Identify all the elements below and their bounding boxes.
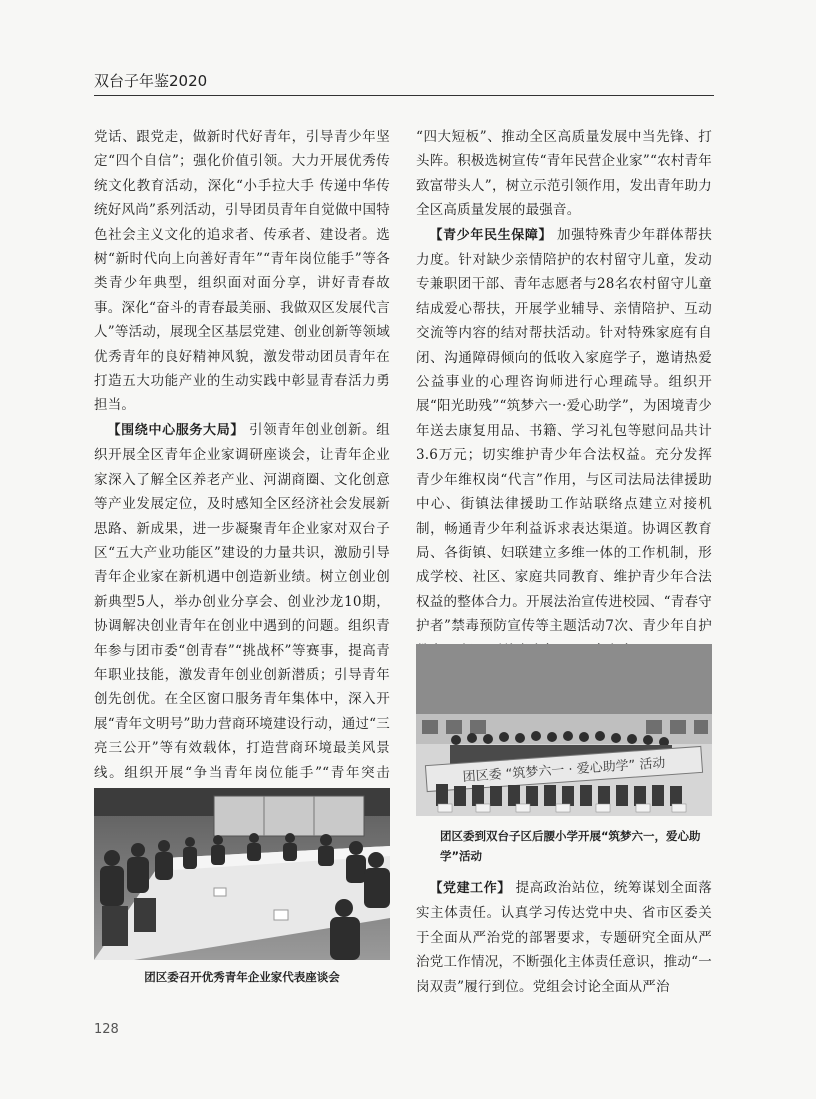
section-body-welfare: 加强特殊青少年群体帮扶力度。针对缺少亲情陪护的农村留守儿童，发动专兼职团干部、青年志愿者与28名农村留守儿童结成爱心帮扶，开展学业辅导、亲情陪护、互动交流等内容的结对帮扶活动。针对特殊家庭有自闭、沟通障碍倾向的低收入家庭学子，邀请热爱公益事业的心理咨询师进行心理疏导。组织开展“阳光助残”“筑梦六一·爱心助学”，为困境青少年送去康复用品、书籍、学习礼包等慰问品共计3.6万元；切实维护青少年合法权益。充分发挥青少年维权岗“代言”作用，与区司法局法律援助中心、街镇法律援助工作站联络点建立对接机制，畅通青少年利益诉求表达渠道。协调区教育局、各街镇、妇联建立多维一体的工作机制，形成学校、社区、家庭共同教育、维护青少年合法权益的整体合力。开展法治宣传进校园、“青春守护者”禁毒预防宣传等主题活动7次、青少年自护 (416, 226, 712, 635)
meeting-photo-caption: 团区委召开优秀青年企业家代表座谈会 (144, 970, 340, 984)
running-header: 双台子年鉴2020 (94, 72, 208, 90)
photo-banner-text: 团区委 “筑梦六一 · 爱心助学” 活动 (462, 755, 666, 786)
right-column (416, 125, 712, 663)
left-paragraph-1: 党话、跟党走，做新时代好青年，引导青少年坚定“四个自信”；强化价值引领。大力开展优秀传统文化教育活动，深化“小手拉大手 传递中华传统好风尚”系列活动，引导团员青年自觉做中国特色社会主义文化的追求者、传承者、建设者。选树“新时代向上向善好青年”“青年岗位能手”等各类青少年典型，组织面对面分享，讲好青春故事。深化“奋斗的青春最美丽、我做双区发展代言人”等活动，展现全区基层党建、创业创新等领域优秀青年的良好精神风貌，激发带动团员青年在打造五大功能产业的生动实践中彰显青春活力勇担当。 (94, 129, 390, 414)
section-heading-center: 【围绕中心服务大局】 (107, 422, 244, 438)
right-paragraph-2 (416, 223, 712, 663)
section-heading-party: 【党建工作】 (429, 881, 511, 896)
page-number: 128 (94, 1022, 119, 1037)
section-heading-welfare: 【青少年民生保障】 (429, 227, 553, 243)
left-paragraph-2 (94, 418, 390, 810)
section-body-center: 引领青年创业创新。组织开展全区青年企业家调研座谈会，让青年企业家深入了解全区养老产业、河湖商圈、文化创意等产业发展定位，及时感知全区经济社会发展新思路、新成果，进一步凝聚青年企业家对双台子区“五大产业功能区”建设的力量共识，激励引导青年企业家在新机遇中创造新业绩。树立创业创新典型5人，举办创业分享会、创业沙龙10期，协调解决创业青年在创业中遇到的问题。组织青年参与团市委“创青春”“挑战杯”等赛事，提高青年职业技能，激发青年创业创新潜质；引导青年创先创优。在全区窗口服务青年集体中，深入开展“青年文明号”助力营商环境建设行动，通过“三亮三公开”等有效载体，打造营商环境最美风景线。组织开展“争当青年岗位能手”“青年突击 (94, 421, 390, 781)
children-photo-caption: 团区委到双台子区后腰小学开展“筑梦六一，爱心助学”活动 (440, 829, 701, 863)
right-paragraph-1: “四大短板”、推动全区高质量发展中当先锋、打头阵。积极选树宣传“青年民营企业家”“农村青年致富带头人”，树立示范引领作用，发出青年助力全区高质量发展的最强音。 (416, 129, 712, 219)
meeting-photo (94, 788, 390, 960)
section-body-party: 提高政治站位，统筹谋划全面落实主体责任。认真学习传达党中央、省市区委关于全面从严治党的部署要求，专题研究全面从严治党工作情况，不断强化主体责任意识，推动“一岗双责”履行到位。党组会讨论全面从严治 (416, 880, 712, 995)
left-column (94, 125, 390, 809)
children-group-photo (416, 644, 712, 816)
right-paragraph-3 (416, 876, 712, 999)
header-rule (94, 95, 714, 96)
right-column-lower (416, 876, 712, 999)
